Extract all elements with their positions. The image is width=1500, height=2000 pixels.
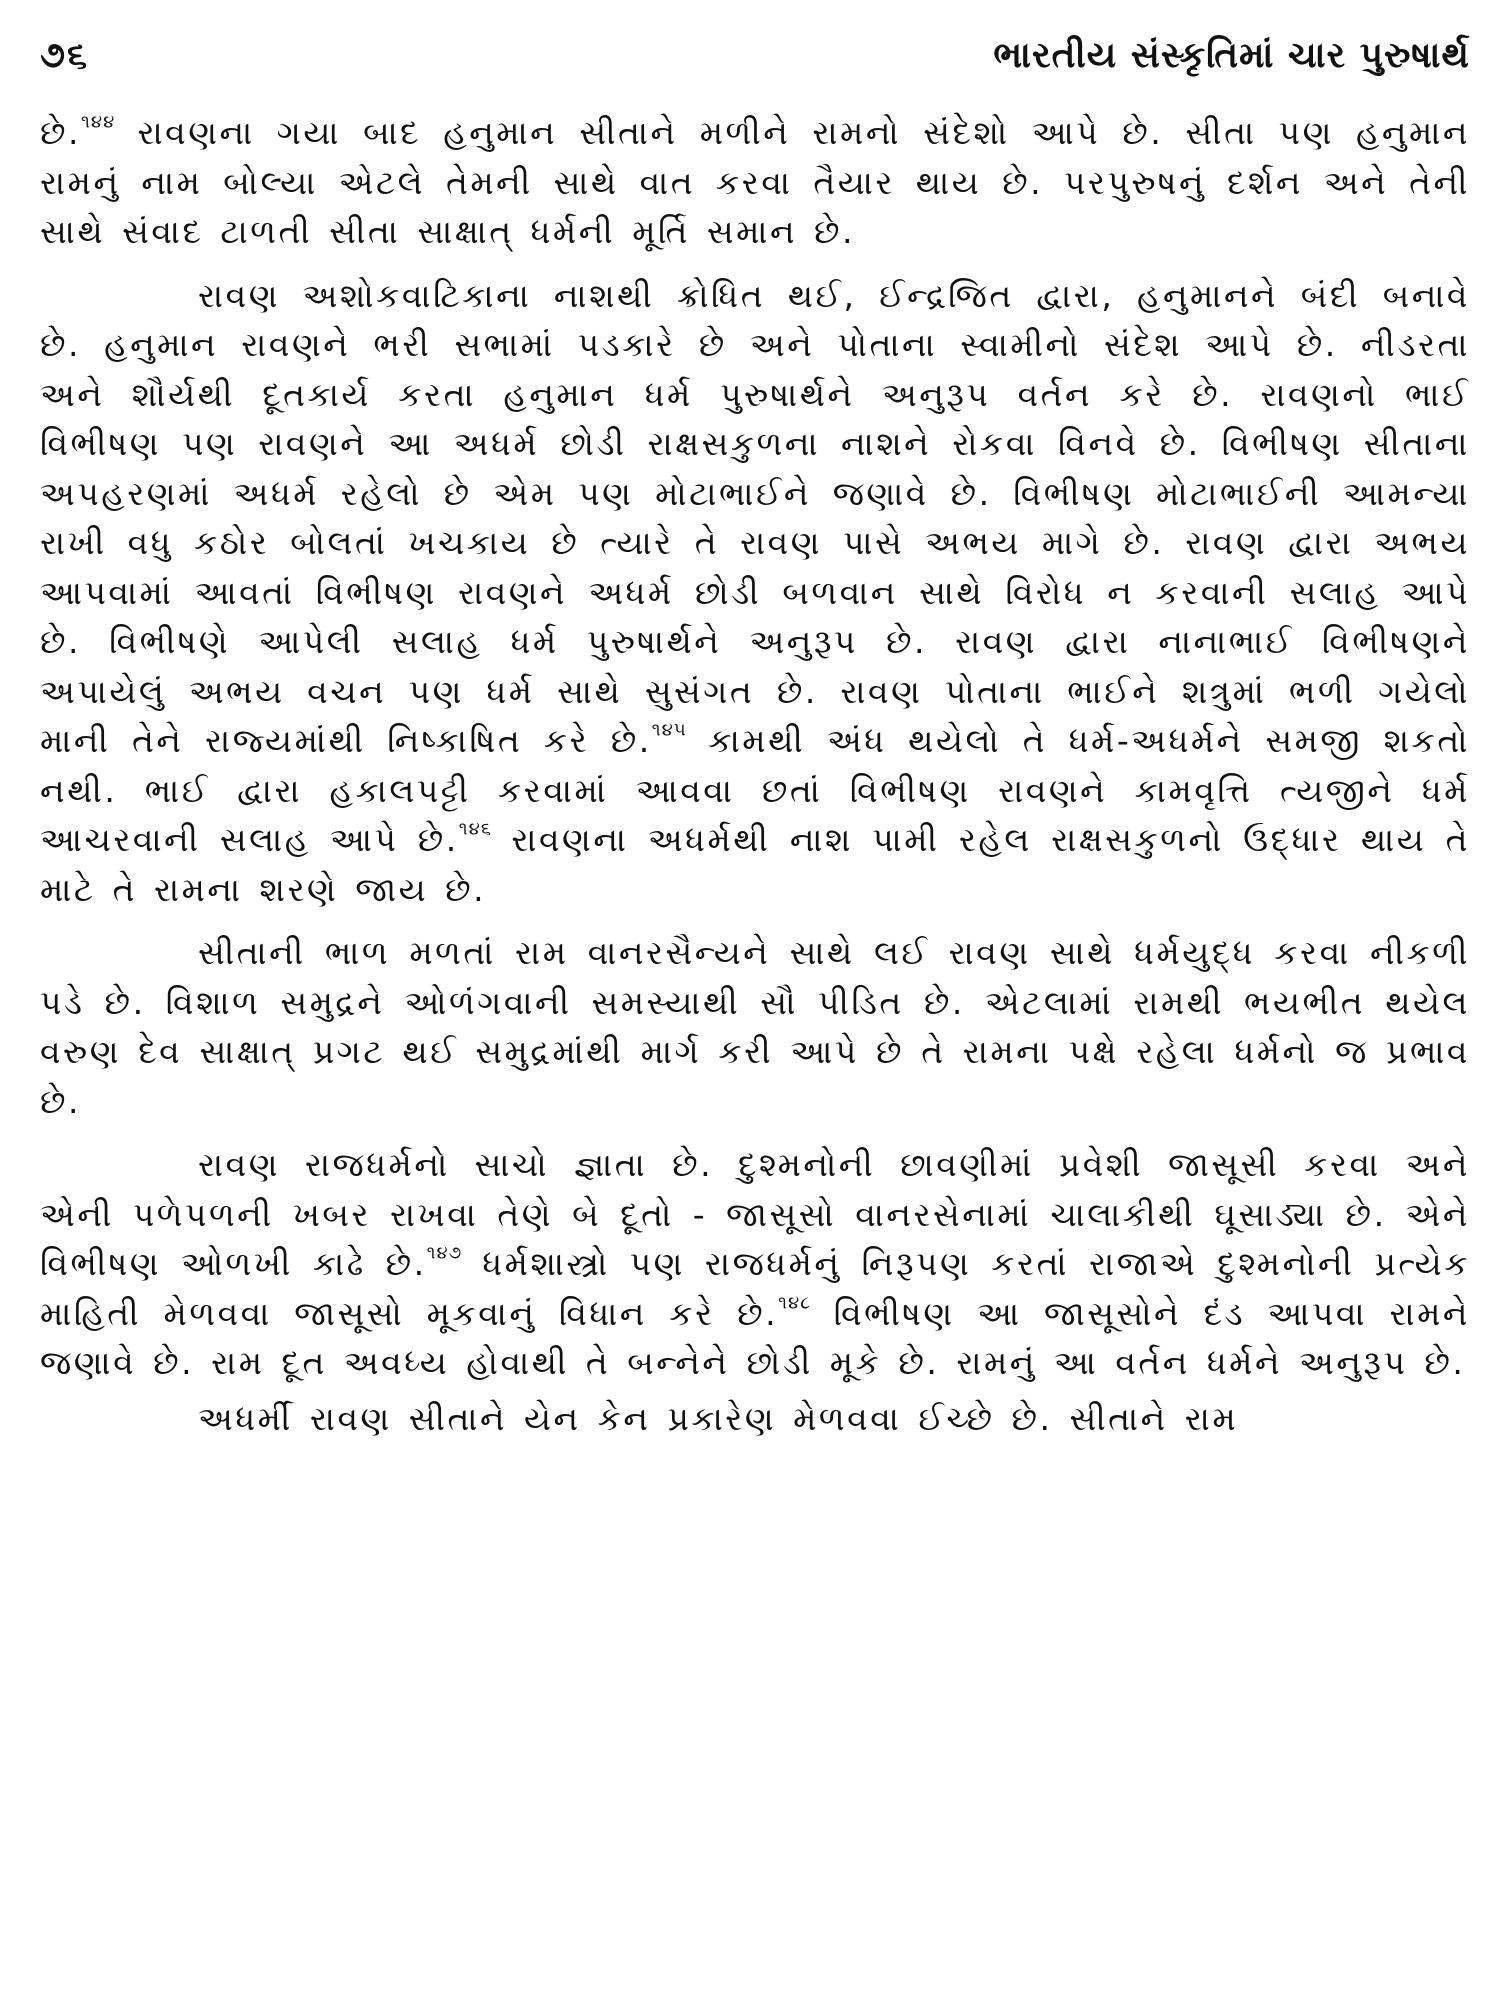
page-header (40, 28, 1470, 84)
text-segment: રાવણના અધર્મથી નાશ પામી રહેલ રાક્ષસકુળનો ઉદ્ધાર થાય તે માટે તે રામના શરણે જાય છે. (40, 820, 1470, 909)
paragraph-1 (40, 108, 1470, 257)
footnote-ref-147: ૧૪૭ (426, 1242, 463, 1264)
text-segment: રાવણના ગયા બાદ હનુમાન સીતાને મળીને રામનો સંદેશો આપે છે. સીતા પણ હનુમાન રામનું નામ બોલ્યા એટલે તેમની સાથે વાત કરવા તૈયાર થાય છે. પરપુરુષનું દર્શન અને તેની સાથે સંવાદ ટાળતી સીતા સાક્ષાત્ ધર્મની મૂર્તિ સમાન છે. (40, 113, 1470, 251)
text-segment: છે. (40, 113, 81, 152)
footnote-ref-145: ૧૪૫ (651, 719, 687, 741)
text-segment: સીતાની ભાળ મળતાં રામ વાનરસૈન્યને સાથે લઈ રાવણ સાથે ધર્મયુદ્ધ કરવા નીકળી પડે છે. વિશાળ સમુદ્રને ઓળંગવાની સમસ્યાથી સૌ પીડિત છે. એટલામાં રામથી ભયભીત થયેલ વરુણ દેવ સાક્ષાત્ પ્રગટ થઈ સમુદ્રમાંથી માર્ગ કરી આપે છે તે રામના પક્ષે રહેલા ધર્મનો જ પ્રભાવ છે. (40, 933, 1470, 1121)
text-segment: રાવણ અશોકવાટિકાના નાશથી ક્રોધિત થઈ, ઈન્દ્રજિત દ્વારા, હનુમાનને બંદી બનાવે છે. હનુમાન રાવણને ભરી સભામાં પડકારે છે અને પોતાના સ્વામીનો સંદેશ આપે છે. નીડરતા અને શૌર્યથી દૂતકાર્ય કરતા હનુમાન ધર્મ પુરુષાર્થને અનુરૂપ વર્તન કરે છે. રાવણનો ભાઈ વિભીષણ પણ રાવણને આ અધર્મ છોડી રાક્ષસકુળના નાશને રોકવા વિનવે છે. વિભીષણ સીતાના અપહરણમાં અધર્મ રહેલો છે એમ પણ મોટાભાઈને જણાવે છે. વિભીષણ મોટાભાઈની આમન્યા રાખી વધુ કઠોર બોલતાં ખચકાય છે ત્યારે તે રાવણ પાસે અભય માગે છે. રાવણ દ્વારા અભય આપવામાં આવતાં વિભીષણ રાવણને અધર્મ છોડી બળવાન સાથે વિરોધ ન કરવાની સલાહ આપે છે. વિભીષણે આપેલી સલાહ ધર્મ પુરુષાર્થને અનુરૂપ છે. રાવણ દ્વારા નાનાભાઈ વિભીષણને અપાયેલું અભય વચન પણ ધર્મ સાથે સુસંગત છે. રાવણ પોતાના ભાઈને શત્રુમાં ભળી ગયેલો માની તેને રાજ્યમાંથી નિષ્કાષિત કરે છે. (40, 275, 1470, 760)
paragraph-5 (40, 1394, 1470, 1444)
text-segment: અધર્મી રાવણ સીતાને યેન કેન પ્રકારેણ મેળવવા ઈચ્છે છે. સીતાને રામ (198, 1398, 1239, 1438)
page-number: ૭૬ (40, 35, 90, 76)
text-segment: કામથી અંધ થયેલો તે ધર્મ-અધર્મને સમજી શકતો નથી. ભાઈ દ્વારા હકાલપટ્ટી કરવામાં આવવા છતાં વિભીષણ રાવણને કામવૃત્તિ ત્યજીને ધર્મ આચરવાની સલાહ આપે છે. (40, 721, 1470, 859)
paragraph-3 (40, 928, 1470, 1126)
footnote-ref-144: ૧૪૪ (81, 111, 116, 133)
text-segment: ધર્મશાસ્ત્રો પણ રાજધર્મનું નિરૂપણ કરતાં રાજાએ દુશ્મનોની પ્રત્યેક માહિતી મેળવવા જાસૂસો મૂકવાનું વિધાન કરે છે. (40, 1244, 1470, 1333)
running-title: ભારતીય સંસ્કૃતિમાં ચાર પુરુષાર્થ (993, 35, 1470, 76)
body-text (40, 108, 1470, 1443)
text-segment: રાવણ રાજધર્મનો સાચો જ્ઞાતા છે. દુશ્મનોની છાવણીમાં પ્રવેશી જાસૂસી કરવા અને એની પળેપળની ખબર રાખવા તેણે બે દૂતો - જાસૂસો વાનરસેનામાં ચાલાકીથી ઘૂસાડ્યા છે. એને વિભીષણ ઓળખી કાઢે છે. (40, 1145, 1470, 1283)
text-segment: વિભીષણ આ જાસૂસોને દંડ આપવા રામને જણાવે છે. રામ દૂત અવધ્ય હોવાથી તે બન્નેને છોડી મૂકે છે. રામનું આ વર્તન ધર્મને અનુરૂપ છે. (40, 1293, 1470, 1382)
footnote-ref-146: ૧૪૬ (458, 818, 493, 840)
footnote-ref-148: ૧૪૮ (778, 1292, 812, 1314)
paragraph-2 (40, 271, 1470, 915)
paragraph-4 (40, 1140, 1470, 1388)
